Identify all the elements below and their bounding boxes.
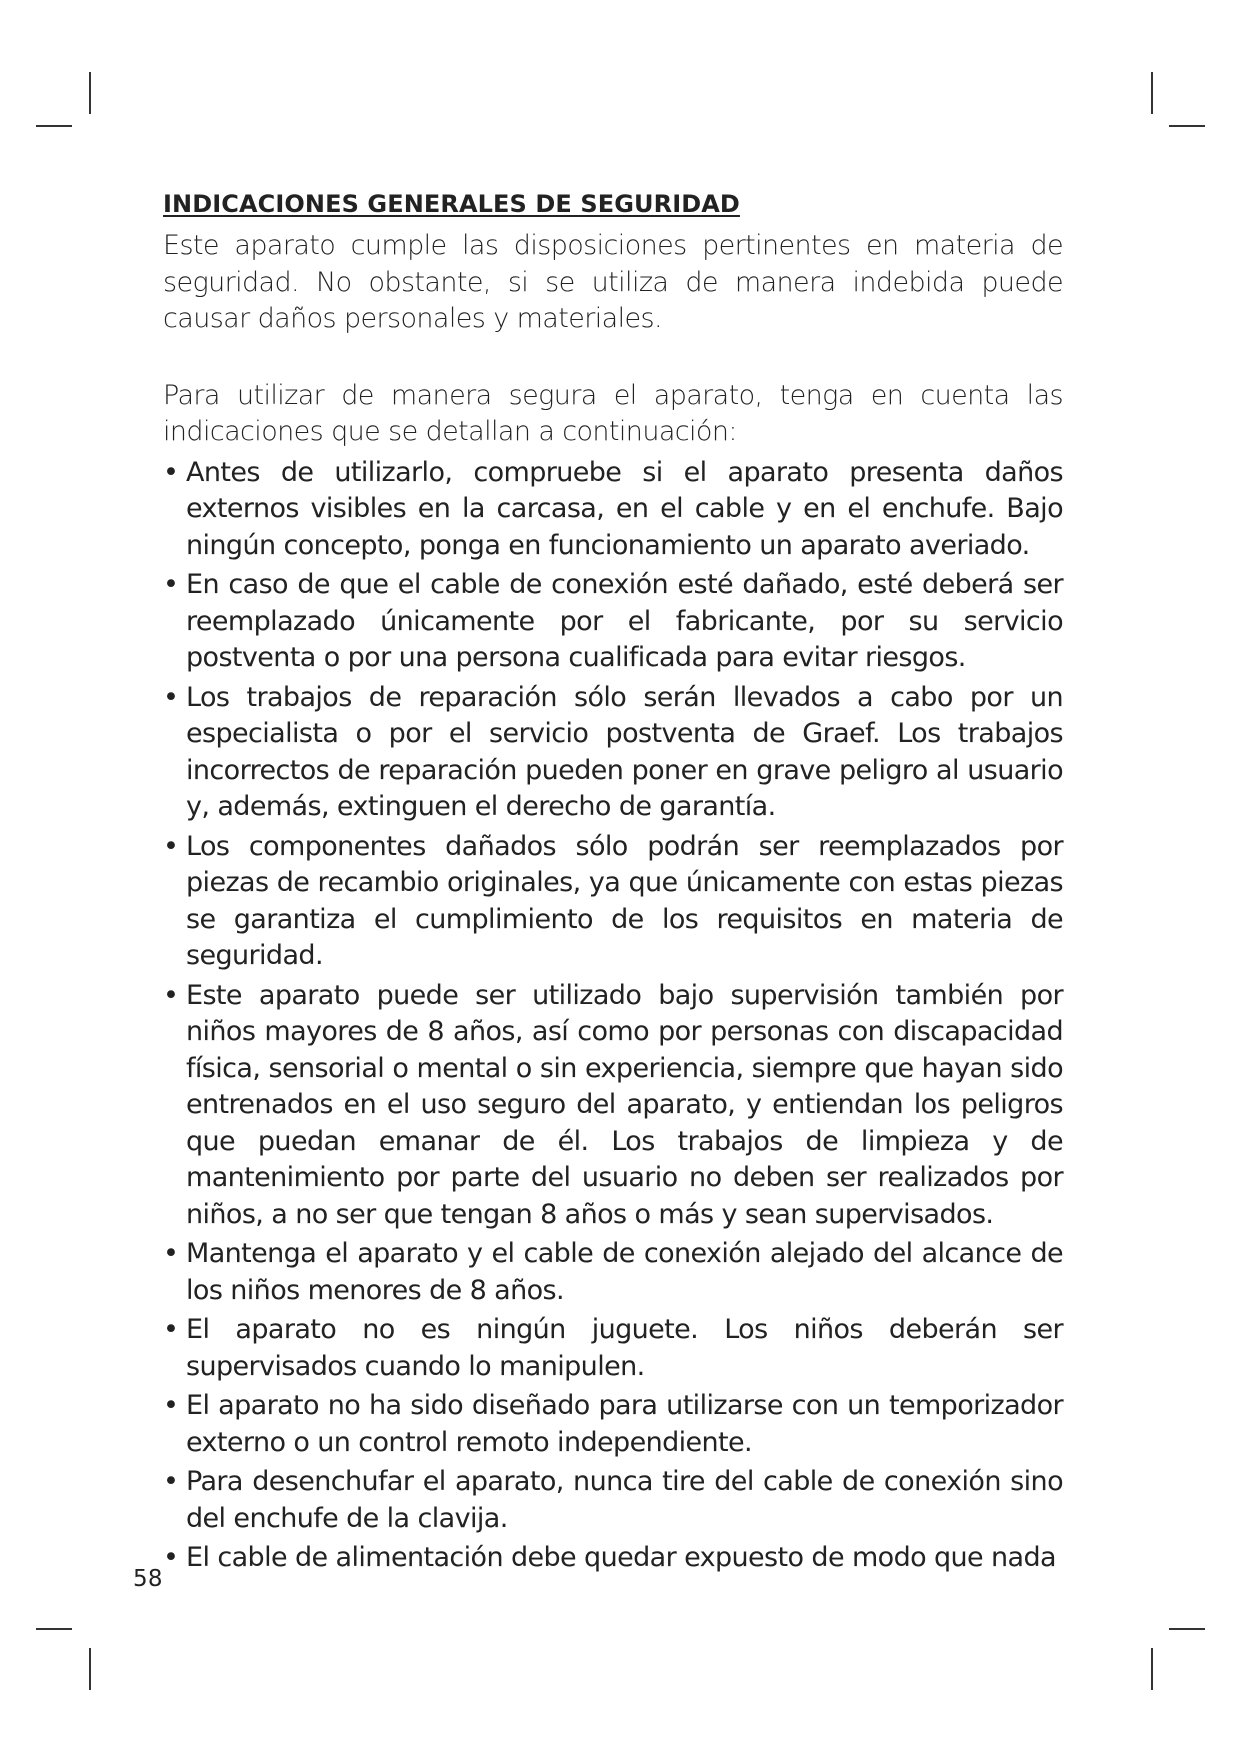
bullet-text: Para desenchufar el aparato, nunca tire del cable de conexión sino del enchufe de la clavija.: [186, 1466, 1063, 1534]
intro-paragraph: Este aparato cumple las disposiciones pertinentes en materia de seguridad. No obstante, si se utiliza de manera indebida puede causar daños personales y materiales.: [163, 230, 1063, 334]
bullet-text: Mantenga el aparato y el cable de conexión alejado del alcance de los niños menores de 8 años.: [186, 1238, 1063, 1306]
bullet-text: El aparato no ha sido diseñado para utilizarse con un temporizador externo o un control remoto independiente.: [186, 1390, 1063, 1458]
bullet-item: [163, 455, 1063, 565]
page-content: [163, 190, 1063, 1580]
bullet-dot-icon: •: [163, 456, 179, 488]
bullet-item: [163, 1540, 1063, 1577]
crop-mark-bottom-right-vertical: [1151, 1648, 1153, 1690]
bullet-item: [163, 1464, 1063, 1537]
bullet-dot-icon: •: [163, 1390, 179, 1421]
crop-mark-bottom-left-vertical: [89, 1648, 91, 1690]
bullet-text: Los trabajos de reparación sólo serán llevados a cabo por un especialista o por el servicio postventa de Graef. Los trabajos incorrectos de reparación pueden poner en grave peligro al usuario y, además, extinguen el derecho de garantía.: [186, 681, 1063, 822]
crop-mark-top-left-vertical: [89, 72, 91, 114]
bullet-text: Los componentes dañados sólo podrán ser reemplazados por piezas de recambio originales, ya que únicamente con estas piezas se garantiza el cumplimiento de los requisitos en materia de seguridad.: [186, 830, 1063, 971]
bullet-dot-icon: •: [163, 1238, 179, 1269]
safety-bullet-list: [163, 455, 1063, 1577]
bullet-item: [163, 1236, 1063, 1309]
bullet-text: En caso de que el cable de conexión esté dañado, esté deberá ser reemplazado únicamente por el fabricante, por su servicio postventa o por una persona cualificada para evitar riesgos.: [186, 569, 1063, 673]
lead-paragraph: Para utilizar de manera segura el aparato, tenga en cuenta las indicaciones que se detallan a continuación:: [163, 379, 1063, 447]
section-heading: INDICACIONES GENERALES DE SEGURIDAD: [163, 190, 740, 218]
bullet-dot-icon: •: [163, 1466, 179, 1497]
page-number: 58: [133, 1566, 163, 1592]
bullet-text: Antes de utilizarlo, compruebe si el aparato presenta daños externos visibles en la carcasa, en el cable y en el enchufe. Bajo ningún concepto, ponga en funcionamiento un aparato averiado.: [186, 456, 1063, 561]
bullet-dot-icon: •: [163, 979, 179, 1011]
bullet-dot-icon: •: [163, 1542, 179, 1573]
bullet-dot-icon: •: [163, 1314, 179, 1345]
bullet-text: El aparato no es ningún juguete. Los niños deberán ser supervisados cuando lo manipulen.: [186, 1314, 1063, 1382]
crop-mark-bottom-right-horizontal: [1169, 1628, 1205, 1630]
bullet-item: [163, 567, 1063, 677]
crop-mark-top-right-vertical: [1151, 72, 1153, 114]
bullet-item: [163, 1388, 1063, 1461]
bullet-item: [163, 1312, 1063, 1385]
bullet-text: El cable de alimentación debe quedar expuesto de modo que nada: [186, 1542, 1056, 1573]
crop-mark-top-right-horizontal: [1169, 125, 1205, 127]
bullet-text: Este aparato puede ser utilizado bajo supervisión también por niños mayores de 8 años, así como por personas con discapacidad física, sensorial o mental o sin experiencia, siempre que hayan sido entrenados en el uso seguro del aparato, y entiendan los peligros que puedan emanar de él. Los trabajos de limpieza y de mantenimiento por parte del usuario no deben ser realizados por niños, a no ser que tengan 8 años o más y sean supervisados.: [186, 979, 1063, 1230]
bullet-item: [163, 978, 1063, 1234]
crop-mark-top-left-horizontal: [36, 125, 72, 127]
bullet-dot-icon: •: [163, 830, 179, 862]
crop-mark-bottom-left-horizontal: [36, 1628, 72, 1630]
bullet-item: [163, 829, 1063, 975]
bullet-item: [163, 680, 1063, 826]
bullet-dot-icon: •: [163, 681, 179, 713]
bullet-dot-icon: •: [163, 569, 179, 600]
